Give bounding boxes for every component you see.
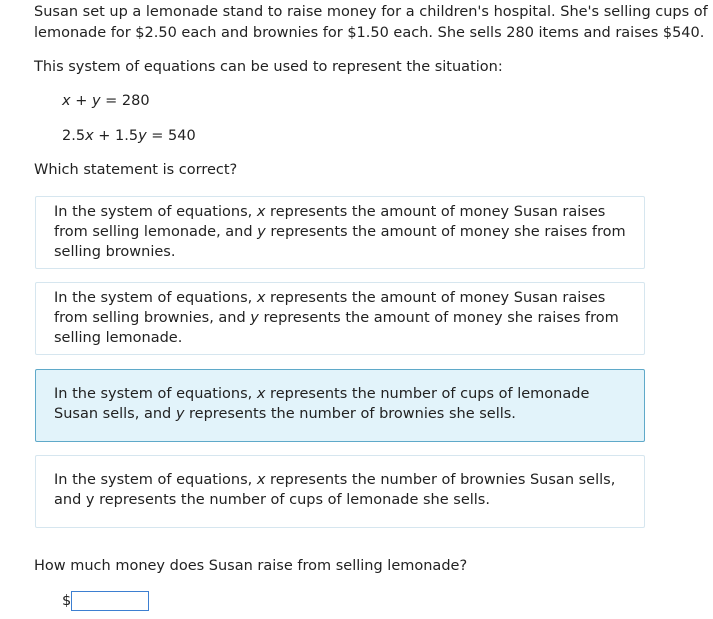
choice-3-var-x: x bbox=[256, 386, 266, 402]
equation-1-plus: + bbox=[70, 93, 92, 109]
choice-3-text-c: represents the number of brownies she sells. bbox=[184, 406, 516, 422]
equation-1 bbox=[62, 91, 150, 111]
choice-3-text-b: represents the number of cups of lemonade Susan sells, and bbox=[54, 386, 590, 422]
choice-4-text-a: In the system of equations, bbox=[54, 472, 257, 488]
choice-2-text-c: represents the amount of money she raises from selling lemonade. bbox=[54, 310, 619, 346]
choice-4-var-x: x bbox=[256, 472, 266, 488]
answer-row bbox=[62, 590, 149, 612]
equation-1-var-x: x bbox=[62, 93, 71, 109]
equation-2-total: = 540 bbox=[146, 128, 196, 144]
choice-2-var-y: y bbox=[250, 310, 259, 326]
answer-choice-2[interactable] bbox=[35, 282, 645, 355]
choice-4-text-b: represents the number of brownies Susan sells, and y represents the number of cups of lemonade she sells. bbox=[54, 472, 616, 508]
equation-1-var-y: y bbox=[91, 93, 101, 109]
equation-2 bbox=[62, 126, 196, 146]
followup-prompt: How much money does Susan raise from selling lemonade? bbox=[34, 558, 468, 574]
choice-1-var-y: y bbox=[257, 224, 266, 240]
choice-2-text-b: represents the amount of money Susan raises from selling brownies, and bbox=[54, 290, 606, 326]
lemonade-amount-input[interactable] bbox=[71, 591, 149, 611]
equation-2-var-x: x bbox=[85, 128, 94, 144]
choice-1-text-b: represents the amount of money Susan raises from selling lemonade, and bbox=[54, 204, 606, 240]
problem-intro: Susan set up a lemonade stand to raise money for a children's hospital. She's selling cups of lemonade for $2.50 each and brownies for $1.50 each. She sells 280 items and raises $540. bbox=[34, 4, 708, 41]
question-text: Which statement is correct? bbox=[34, 162, 238, 178]
choice-1-text-a: In the system of equations, bbox=[54, 204, 257, 220]
choice-2-var-x: x bbox=[256, 290, 266, 306]
dollar-sign: $ bbox=[62, 593, 72, 609]
choice-3-text-a: In the system of equations, bbox=[54, 386, 257, 402]
answer-choice-4[interactable] bbox=[35, 455, 645, 528]
choice-1-var-x: x bbox=[256, 204, 266, 220]
answer-choice-3[interactable] bbox=[35, 369, 645, 442]
choice-2-text-a: In the system of equations, bbox=[54, 290, 257, 306]
choice-1-text-c: represents the amount of money she raises from selling brownies. bbox=[54, 224, 626, 260]
answer-choice-1[interactable] bbox=[35, 196, 645, 269]
equation-2-coef-y: + 1.5 bbox=[93, 128, 139, 144]
system-label: This system of equations can be used to represent the situation: bbox=[34, 59, 503, 75]
equation-2-var-y: y bbox=[138, 128, 147, 144]
equation-1-total: = 280 bbox=[100, 93, 150, 109]
choice-3-var-y: y bbox=[175, 406, 185, 422]
equation-2-coef-x: 2.5 bbox=[62, 128, 86, 144]
